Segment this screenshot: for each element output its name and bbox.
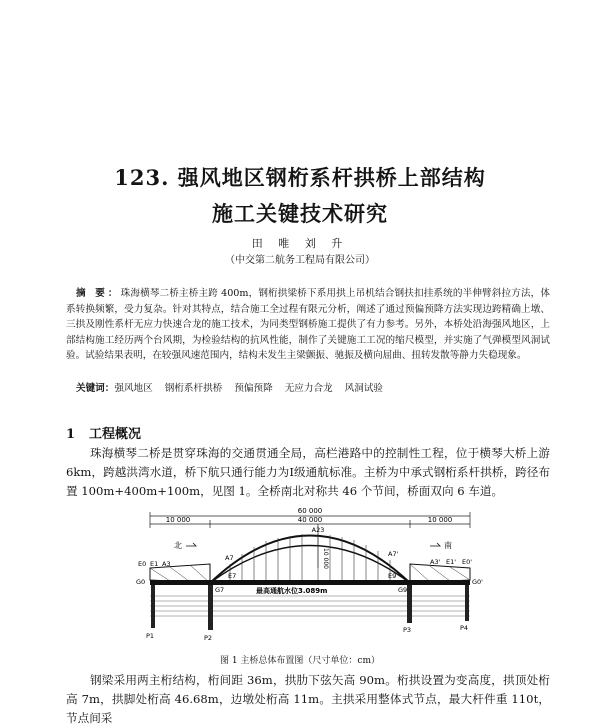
label-G7: G7 bbox=[215, 586, 225, 594]
label-G0: G0 bbox=[136, 578, 146, 586]
arch-upper-chord bbox=[210, 536, 410, 584]
label-E0: E0 bbox=[138, 560, 147, 568]
section-heading bbox=[66, 423, 141, 442]
section-title: 工程概况 bbox=[89, 427, 142, 442]
bridge-layout-figure bbox=[130, 498, 490, 648]
keywords-label: 关键词： bbox=[76, 383, 115, 394]
south-arrow-icon bbox=[430, 543, 440, 546]
label-A7: A7 bbox=[225, 554, 234, 562]
dim-left-span: 10 000 bbox=[165, 516, 191, 524]
label-E1: E1 bbox=[150, 560, 159, 568]
label-A3p: A3' bbox=[430, 558, 441, 566]
label-P3: P3 bbox=[403, 626, 412, 634]
label-E9: E9 bbox=[388, 572, 397, 580]
label-south: 南 bbox=[444, 541, 452, 550]
dim-right-span: 10 000 bbox=[427, 516, 453, 524]
label-P4: P4 bbox=[460, 624, 469, 632]
paper-title-line-2: 施工关键技术研究 bbox=[212, 201, 388, 226]
abstract-label: 摘 要： bbox=[76, 288, 121, 299]
arch-lower-chord bbox=[210, 546, 410, 584]
bridge-deck bbox=[150, 580, 470, 585]
dim-total: 60 000 bbox=[297, 507, 323, 515]
label-E0p: E0' bbox=[462, 558, 473, 566]
abstract bbox=[66, 286, 550, 364]
water-level-label: 最高通航水位3.089m bbox=[256, 587, 328, 595]
paper-title-line-1: 123. 强风地区钢桁系杆拱桥上部结构 bbox=[114, 165, 486, 190]
dim-rise: 10 000 bbox=[322, 548, 329, 569]
label-A3: A3 bbox=[162, 560, 171, 568]
hangers bbox=[230, 534, 390, 580]
dim-main-span: 40 000 bbox=[297, 516, 323, 524]
label-G0p: G0' bbox=[472, 578, 483, 586]
keywords bbox=[76, 380, 556, 394]
keyword-item: 预偏预降 bbox=[234, 383, 273, 394]
affiliation: （中交第二航务工程局有限公司） bbox=[225, 255, 375, 266]
water-lines bbox=[150, 596, 470, 616]
label-P1: P1 bbox=[146, 632, 155, 640]
label-P2: P2 bbox=[204, 634, 213, 642]
keyword-item: 钢桁系杆拱桥 bbox=[164, 383, 223, 394]
keyword-item: 强风地区 bbox=[114, 383, 153, 394]
label-G9: G9 bbox=[398, 586, 408, 594]
section-number: 1 bbox=[66, 427, 76, 442]
label-north: 北 bbox=[174, 541, 182, 550]
abstract-text: 珠海横琴二桥主桥主跨 400m，钢桁拱梁桥下系用拱上吊机结合钢扶扣挂系统的半伸臂斜拉方法，体系转换频繁，受力复杂。针对其特点，结合施工全过程有限元分析，阐述了通过预偏预降方法实现边跨精确上墩、三拱及刚性系杆无应力快速合龙的施工技术，为同类型钢桥施工提供了有力参考。另外，本桥处沿海强风地区，上部结构施工经历两个台风期，为检验结构的抗风性能，制作了关键施工工况的缩尺模型，并实施了气弹模型风洞试验。试验结果表明，在较强风速范围内，结构未发生主梁颤振、驰振及横向屈曲、扭转发散等静力失稳现象。 bbox=[66, 288, 550, 362]
label-A23: A23 bbox=[311, 526, 325, 534]
keywords-list bbox=[114, 383, 395, 394]
authors: 田 唯 刘 升 bbox=[251, 237, 349, 250]
label-A7p: A7' bbox=[388, 550, 399, 558]
keyword-item: 风洞试验 bbox=[344, 383, 384, 394]
keyword-item: 无应力合龙 bbox=[284, 383, 333, 394]
paragraph-overview: 珠海横琴二桥是贯穿珠海的交通贯通全局，高栏港路中的控制性工程，位于横琴大桥上游 6km，跨越洪湾水道，桥下航只通行能力为Ⅰ级通航标准。主桥为中承式钢桁系杆拱桥，跨径布置 100m+400m+100m，见图 1。全桥南北对称共 46 个节间，桥面双向 6 车道。 bbox=[66, 446, 550, 498]
label-E1p: E1' bbox=[446, 558, 457, 566]
figure-caption: 图 1 主桥总体布置图（尺寸单位：cm） bbox=[219, 656, 381, 666]
north-arrow-icon bbox=[186, 543, 196, 546]
paragraph-structure: 钢梁采用两主桁结构，桁间距 36m，拱肋下弦矢高 90m。桁拱设置为变高度，拱顶处桁高 7m，拱脚处桁高 46.68m，边墩处桁高 11m。主拱采用整体式节点，最大杆件重 110t，节点间采 bbox=[66, 673, 550, 725]
bridge-drawing bbox=[130, 498, 490, 648]
label-E7: E7 bbox=[228, 572, 237, 580]
